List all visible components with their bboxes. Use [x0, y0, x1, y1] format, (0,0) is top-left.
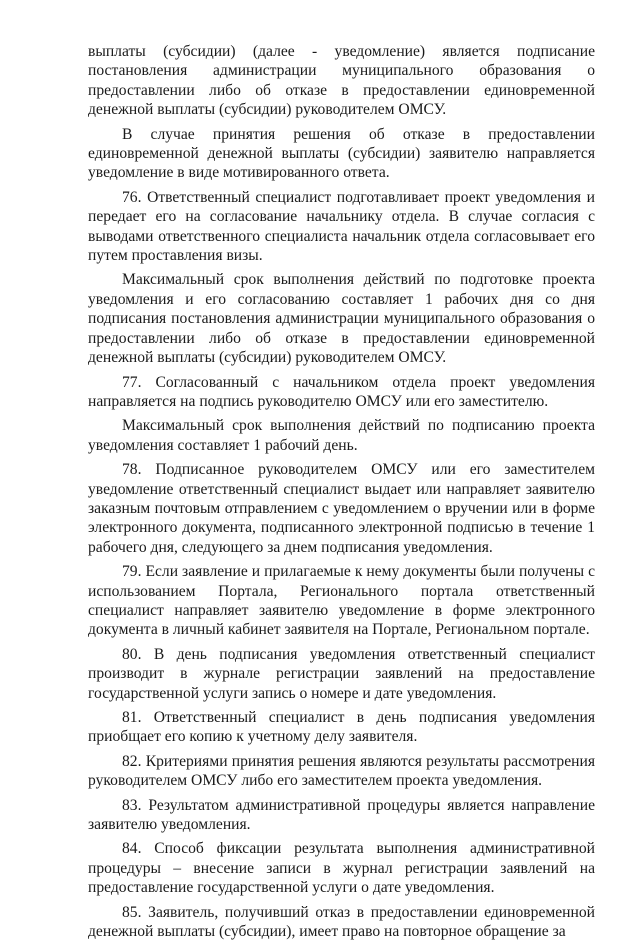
- paragraph-76: 76. Ответственный специалист подготавливает проект уведомления и передает его на согласование начальнику отдела. В случае согласия с выводами ответственного специалиста начальник отдела согласовывает его путем проставления визы.: [88, 188, 595, 265]
- paragraph-intro-continuation: выплаты (субсидии) (далее - уведомление) является подписание постановления администрации муниципального образования о предоставлении либо об отказе в предоставлении единовременной денежной выплаты (субсидии) руководителем ОМСУ.: [88, 43, 595, 119]
- document-page: [88, 42, 595, 946]
- paragraph-76-deadline: Максимальный срок выполнения действий по подготовке проекта уведомления и его согласованию составляет 1 рабочих дня со дня подписания постановления администрации муниципального образования о предоставлении либо об отказе в предоставлении единовременной денежной выплаты (субсидии) руководителем ОМСУ.: [88, 271, 595, 367]
- paragraph-80: 80. В день подписания уведомления ответственный специалист производит в журнале регистрации заявлений на предоставление государственной услуги запись о номере и дате уведомления.: [88, 645, 595, 702]
- paragraph-79: 79. Если заявление и прилагаемые к нему документы были получены с использованием Портала, Регионального портала ответственный специалист направляет заявителю уведомление в форме электронного документа в личный кабинет заявителя на Портале, Региональном портале.: [88, 563, 595, 639]
- paragraph-78: 78. Подписанное руководителем ОМСУ или его заместителем уведомление ответственный специалист выдает или направляет заявителю заказным почтовым отправлением с уведомлением о вручении или в форме электронного документа, подписанного электронной подписью в течение 1 рабочего дня, следующего за днем подписания уведомления.: [88, 461, 595, 556]
- paragraph-85: 85. Заявитель, получивший отказ в предоставлении единовременной денежной выплаты (субсидии), имеет право на повторное обращение за: [88, 903, 595, 941]
- paragraph-82: 82. Критериями принятия решения являются результаты рассмотрения руководителем ОМСУ либо его заместителем проекта уведомления.: [88, 752, 595, 790]
- paragraph-refusal-notice: В случае принятия решения об отказе в предоставлении единовременной денежной выплаты (субсидии) заявителю направляется уведомление в виде мотивированного ответа.: [88, 125, 595, 182]
- paragraph-77-deadline: Максимальный срок выполнения действий по подписанию проекта уведомления составляет 1 рабочий день.: [88, 417, 595, 454]
- paragraph-77: 77. Согласованный с начальником отдела проект уведомления направляется на подпись руководителю ОМСУ или его заместителю.: [88, 373, 595, 410]
- paragraph-81: 81. Ответственный специалист в день подписания уведомления приобщает его копию к учетному делу заявителя.: [88, 709, 595, 746]
- paragraph-84: 84. Способ фиксации результата выполнения административной процедуры – внесение записи в журнал регистрации заявлений на предоставление государственной услуги о дате уведомления.: [88, 840, 595, 897]
- paragraph-83: 83. Результатом административной процедуры является направление заявителю уведомления.: [88, 796, 595, 834]
